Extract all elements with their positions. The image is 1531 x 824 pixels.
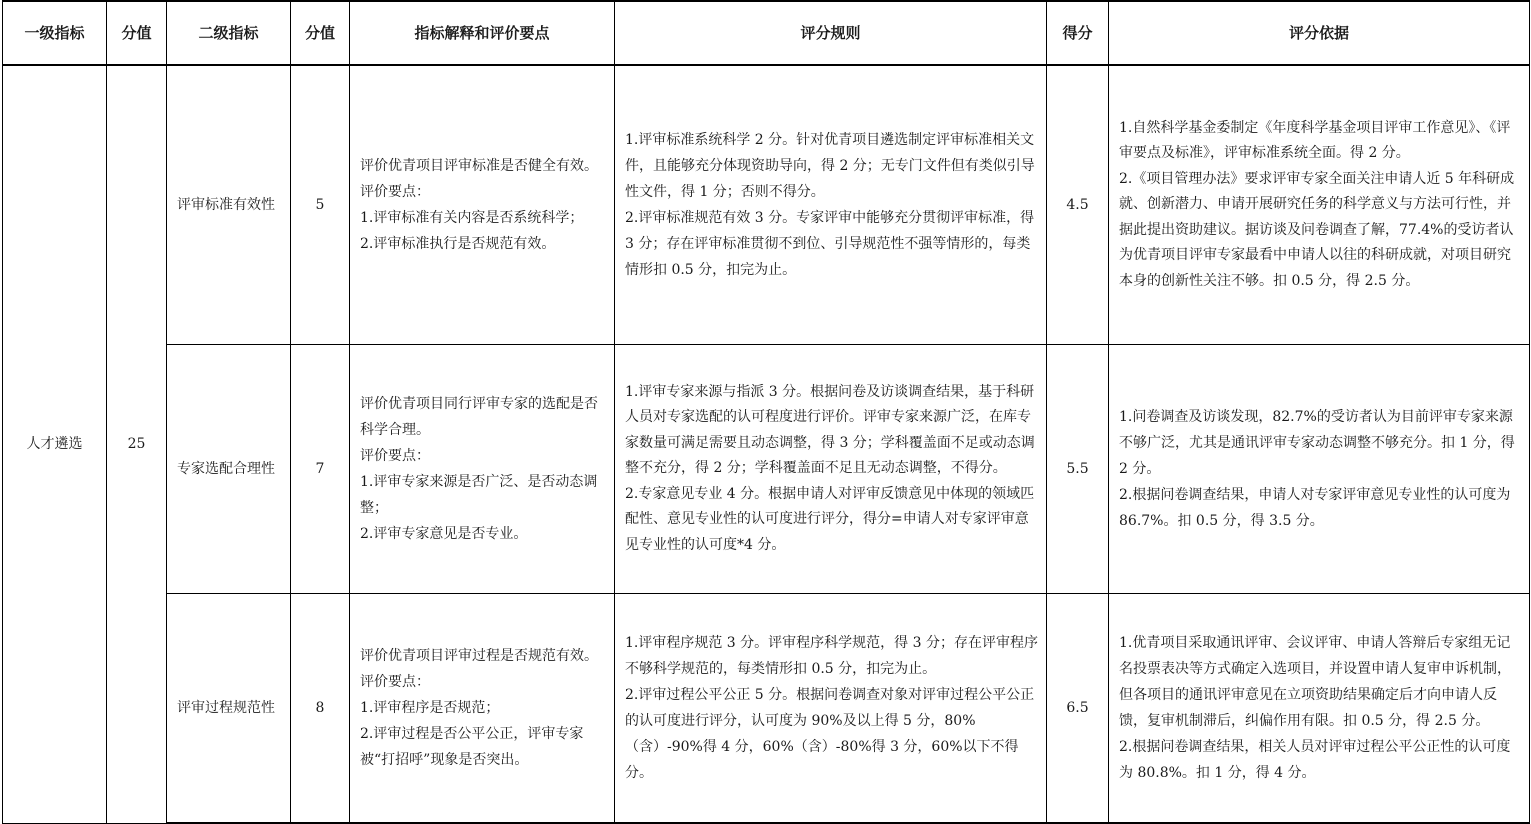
header-score1: 分值	[107, 1, 167, 65]
level2-name: 评审过程规范性	[167, 594, 291, 824]
got-score: 6.5	[1047, 594, 1109, 824]
basis-cell: 1.自然科学基金委制定《年度科学基金项目评审工作意见》、《评审要点及标准》，评审标准系统全面。得 2 分。 2.《项目管理办法》要求评审专家全面关注申请人近 5 年科研成就、创新潜力、申请开展研究任务的科学意义与方法可行性，并据此提出资助建议。据访谈及问卷调查了解，77.4%的受访者认为优青项目评审专家最看中申请人以往的科研成就，对项目研究本身的创新性关注不够。扣 0.5 分，得 2.5 分。	[1109, 65, 1530, 345]
header-level1: 一级指标	[3, 1, 107, 65]
level1-name: 人才遴选	[3, 65, 107, 823]
explanation-cell: 评价优青项目评审过程是否规范有效。 评价要点： 1.评审程序是否规范； 2.评审过程是否公平公正，评审专家被“打招呼”现象是否突出。	[350, 594, 615, 824]
table-row	[3, 345, 1530, 594]
level1-score: 25	[107, 65, 167, 823]
level2-score: 8	[291, 594, 350, 824]
evaluation-table	[2, 0, 1530, 824]
explanation-cell: 评价优青项目评审标准是否健全有效。 评价要点： 1.评审标准有关内容是否系统科学； 2.评审标准执行是否规范有效。	[350, 65, 615, 345]
table-row	[3, 65, 1530, 345]
rules-cell: 1.评审程序规范 3 分。评审程序科学规范，得 3 分；存在评审程序不够科学规范的，每类情形扣 0.5 分，扣完为止。 2.评审过程公平公正 5 分。根据问卷调查对象对评审过程公平公正的认可度进行评分，认可度为 90%及以上得 5 分，80%（含）-90%得 4 分，60%（含）-80%得 3 分，60%以下不得分。	[615, 594, 1047, 824]
header-got: 得分	[1047, 1, 1109, 65]
rules-cell: 1.评审标准系统科学 2 分。针对优青项目遴选制定评审标准相关文件，且能够充分体现资助导向，得 2 分；无专门文件但有类似引导性文件，得 1 分；否则不得分。 2.评审标准规范有效 3 分。专家评审中能够充分贯彻评审标准，得 3 分；存在评审标准贯彻不到位、引导规范性不强等情形的，每类情形扣 0.5 分，扣完为止。	[615, 65, 1047, 345]
header-explanation: 指标解释和评价要点	[350, 1, 615, 65]
got-score: 4.5	[1047, 65, 1109, 345]
level2-name: 评审标准有效性	[167, 65, 291, 345]
header-rules: 评分规则	[615, 1, 1047, 65]
basis-cell: 1.问卷调查及访谈发现，82.7%的受访者认为目前评审专家来源不够广泛，尤其是通讯评审专家动态调整不够充分。扣 1 分，得 2 分。 2.根据问卷调查结果，申请人对专家评审意见专业性的认可度为 86.7%。扣 0.5 分，得 3.5 分。	[1109, 345, 1530, 594]
got-score: 5.5	[1047, 345, 1109, 594]
basis-cell: 1.优青项目采取通讯评审、会议评审、申请人答辩后专家组无记名投票表决等方式确定入选项目，并设置申请人复审申诉机制，但各项目的通讯评审意见在立项资助结果确定后才向申请人反馈，复审机制滞后，纠偏作用有限。扣 0.5 分，得 2.5 分。 2.根据问卷调查结果，相关人员对评审过程公平公正性的认可度为 80.8%。扣 1 分，得 4 分。	[1109, 594, 1530, 824]
rules-cell: 1.评审专家来源与指派 3 分。根据问卷及访谈调查结果，基于科研人员对专家选配的认可程度进行评价。评审专家来源广泛，在库专家数量可满足需要且动态调整，得 3 分；学科覆盖面不足或动态调整不充分，得 2 分；学科覆盖面不足且无动态调整，不得分。 2.专家意见专业 4 分。根据申请人对评审反馈意见中体现的领域匹配性、意见专业性的认可度进行评分，得分=申请人对专家评审意见专业性的认可度*4 分。	[615, 345, 1047, 594]
level2-score: 7	[291, 345, 350, 594]
header-basis: 评分依据	[1109, 1, 1530, 65]
level2-name: 专家选配合理性	[167, 345, 291, 594]
table-row	[3, 594, 1530, 824]
level2-score: 5	[291, 65, 350, 345]
header-row	[3, 1, 1530, 65]
header-score2: 分值	[291, 1, 350, 65]
header-level2: 二级指标	[167, 1, 291, 65]
explanation-cell: 评价优青项目同行评审专家的选配是否科学合理。 评价要点： 1.评审专家来源是否广泛、是否动态调整； 2.评审专家意见是否专业。	[350, 345, 615, 594]
